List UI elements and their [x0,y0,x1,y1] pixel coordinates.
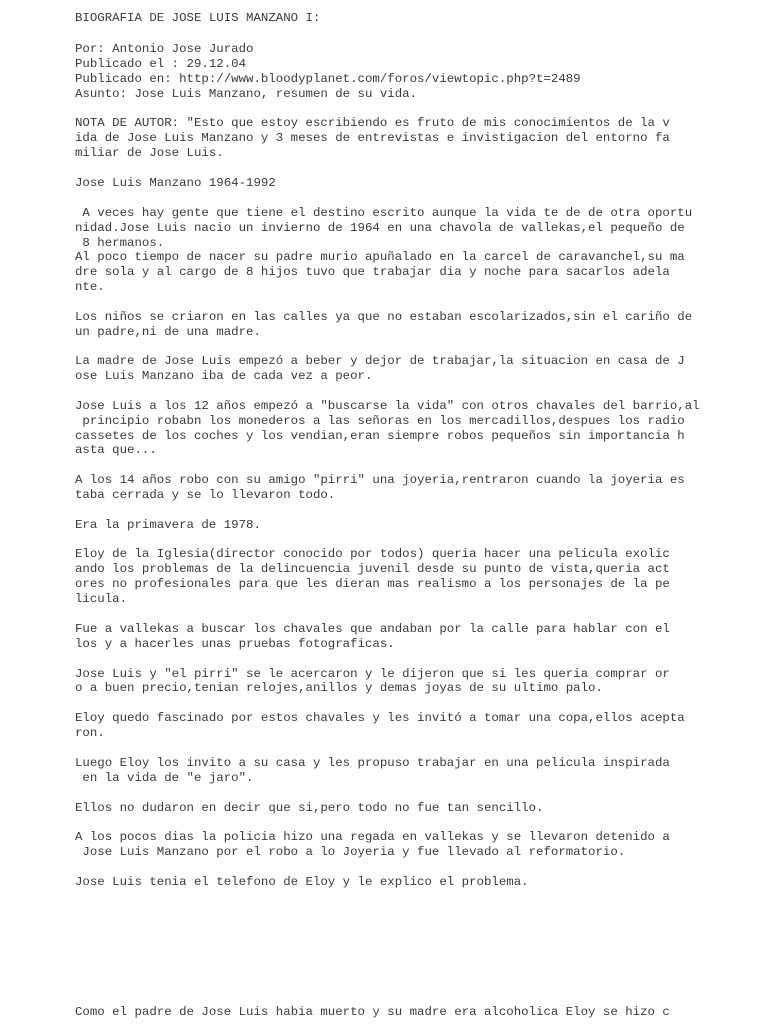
paragraph-line: Jose Luis Manzano por el robo a lo Joyeria y fue llevado al reformatorio. [75,845,626,859]
author-note-line: miliar de Jose Luis. [75,146,224,160]
paragraph-line: A los 14 años robo con su amigo "pirri" una joyeria,rentraron cuando la joyeria es [75,473,685,487]
paragraph-line: o a buen precio,tenian relojes,anillos y demas joyas de su ultimo palo. [75,681,603,695]
paragraph-line: nidad.Jose Luis nacio un invierno de 1964 en una chavola de vallekas,el pequeño de [75,221,685,235]
paragraph-line: Jose Luis tenia el telefono de Eloy y le explico el problema. [75,875,529,889]
paragraph-line: dre sola y al cargo de 8 hijos tuvo que trabajar dia y noche para sacarlos adela [75,265,670,279]
paragraph-line: en la vida de "e jaro". [75,771,254,785]
paragraph-line: cassetes de los coches y los vendian,eran siempre robos pequeños sin importancia h [75,429,685,443]
paragraph-line: Eloy quedo fascinado por estos chavales y les invitó a tomar una copa,ellos acepta [75,711,685,725]
document-subtitle: Jose Luis Manzano 1964-1992 [75,176,276,190]
meta-published-in: Publicado en: http://www.bloodyplanet.com/foros/viewtopic.php?t=2489 [75,72,581,86]
meta-author: Por: Antonio Jose Jurado [75,42,254,56]
paragraph-line: ando los problemas de la delincuencia juvenil desde su punto de vista,queria act [75,562,670,576]
footer-line: Como el padre de Jose Luis habia muerto y su madre era alcoholica Eloy se hizo c [75,1005,670,1019]
author-note-line: NOTA DE AUTOR: "Esto que estoy escribiendo es fruto de mis conocimientos de la v [75,116,670,130]
paragraph-line: principio robabn los monederos a las señoras en los mercadillos,despues los radio [75,414,685,428]
paragraph-line: nte. [75,280,105,294]
paragraph-line: A los pocos dias la policia hizo una regada en vallekas y se llevaron detenido a [75,830,670,844]
meta-subject: Asunto: Jose Luis Manzano, resumen de su vida. [75,87,418,101]
paragraph-line: Jose Luis a los 12 años empezó a "buscarse la vida" con otros chavales del barrio,al [75,399,700,413]
paragraph-line: ron. [75,726,105,740]
paragraph-line: un padre,ni de una madre. [75,325,261,339]
document-heading: BIOGRAFIA DE JOSE LUIS MANZANO I: [75,11,321,25]
paragraph-line: Fue a vallekas a buscar los chavales que andaban por la calle para hablar con el [75,622,670,636]
paragraph-line: 8 hermanos. [75,236,165,250]
paragraph-line: taba cerrada y se lo llevaron todo. [75,488,336,502]
paragraph-line: Al poco tiempo de nacer su padre murio apuñalado en la carcel de caravanchel,su ma [75,250,685,264]
paragraph-line: licula. [75,592,128,606]
paragraph-line: Era la primavera de 1978. [75,518,261,532]
paragraph-line: ose Luis Manzano iba de cada vez a peor. [75,369,373,383]
paragraph-line: Jose Luis y "el pirri" se le acercaron y le dijeron que si les queria comprar or [75,667,670,681]
paragraph-line: La madre de Jose Luis empezó a beber y dejor de trabajar,la situacion en casa de J [75,354,685,368]
paragraph-line: Luego Eloy los invito a su casa y les propuso trabajar en una pelicula inspirada [75,756,670,770]
meta-published-date: Publicado el : 29.12.04 [75,57,247,71]
paragraph-line: A veces hay gente que tiene el destino escrito aunque la vida te de de otra oportu [75,206,693,220]
paragraph-line: los y a hacerles unas pruebas fotograficas. [75,637,395,651]
paragraph-line: Ellos no dudaron en decir que si,pero todo no fue tan sencillo. [75,801,544,815]
paragraph-line: ores no profesionales para que les dieran mas realismo a los personajes de la pe [75,577,670,591]
paragraph-line: asta que... [75,443,157,457]
paragraph-line: Los niños se criaron en las calles ya que no estaban escolarizados,sin el cariño de [75,310,693,324]
author-note-line: ida de Jose Luis Manzano y 3 meses de entrevistas e invistigacion del entorno fa [75,131,670,145]
paragraph-line: Eloy de la Iglesia(director conocido por todos) queria hacer una pelicula exolic [75,547,670,561]
